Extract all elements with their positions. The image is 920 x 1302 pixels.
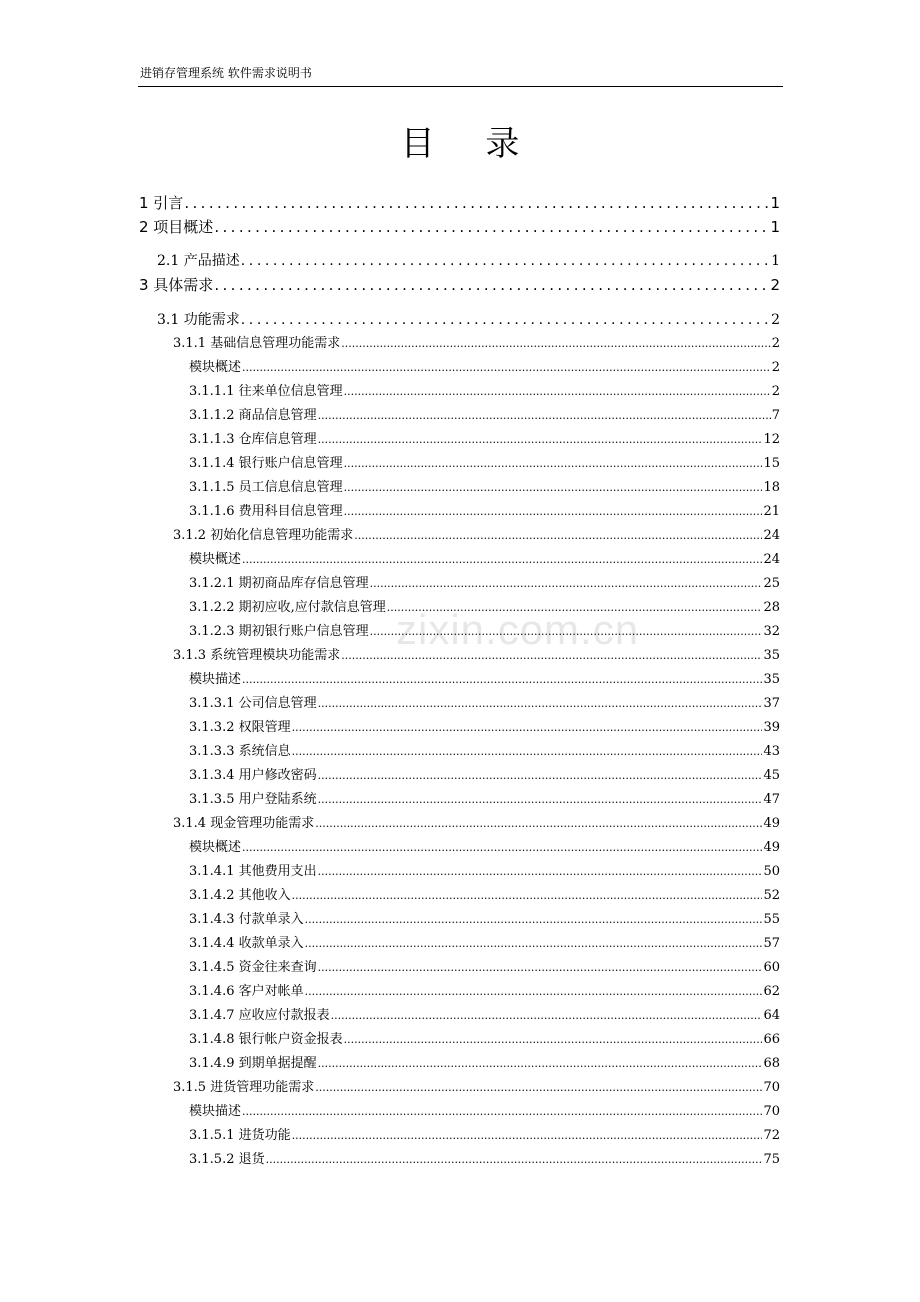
toc-entry[interactable] [189, 356, 780, 378]
toc-entry[interactable] [189, 620, 780, 642]
toc-entry[interactable] [189, 908, 780, 930]
toc-entry-page: 24 [763, 528, 780, 543]
toc-entry[interactable] [173, 524, 780, 546]
toc-dot-leader [241, 312, 770, 328]
toc-dot-leader [318, 697, 763, 710]
toc-entry[interactable] [189, 860, 780, 882]
toc-entry-page: 55 [763, 912, 780, 927]
toc-entry-page: 2 [770, 276, 780, 294]
toc-dot-leader [370, 577, 763, 590]
toc-entry[interactable] [189, 740, 780, 762]
toc-entry-page: 18 [763, 480, 780, 495]
toc-entry-page: 39 [763, 720, 780, 735]
toc-entry[interactable] [189, 1028, 780, 1050]
toc-entry-page: 72 [763, 1128, 780, 1143]
toc-entry-title: 3.1.4.9 到期单据提醒 [189, 1056, 317, 1071]
toc-entry-title: 3.1.1.5 员工信息信息管理 [189, 480, 343, 495]
toc-dot-leader [266, 1153, 763, 1166]
toc-entry-page: 49 [763, 816, 780, 831]
toc-entry-page: 70 [763, 1104, 780, 1119]
toc-entry-title: 3.1.1.2 商品信息管理 [189, 408, 317, 423]
watermark: zixin.com.cn [396, 606, 640, 653]
toc-dot-leader [344, 457, 763, 470]
toc-entry-title: 3.1.3.1 公司信息管理 [189, 696, 317, 711]
toc-entry[interactable] [189, 788, 780, 810]
toc-entry-title: 3.1.4.3 付款单录入 [189, 912, 304, 927]
toc-entry-title: 2 项目概述 [139, 218, 214, 236]
toc-entry[interactable] [189, 1100, 780, 1122]
toc-entry-title: 3.1.1.1 往来单位信息管理 [189, 384, 343, 399]
toc-entry[interactable] [189, 428, 780, 450]
toc-entry-title: 3.1.3.5 用户登陆系统 [189, 792, 317, 807]
toc-dot-leader [292, 721, 763, 734]
toc-entry-page: 64 [763, 1008, 780, 1023]
toc-entry-page: 2 [771, 312, 780, 328]
toc-entry-page: 52 [763, 888, 780, 903]
toc-entry[interactable] [189, 716, 780, 738]
toc-dot-leader [214, 276, 769, 294]
toc-entry-title: 模块描述 [189, 672, 242, 687]
toc-dot-leader [344, 1033, 763, 1046]
toc-dot-leader [315, 817, 762, 830]
toc-entry-title: 2.1 产品描述 [157, 253, 240, 269]
toc-entry-title: 3.1.3.2 权限管理 [189, 720, 291, 735]
toc-entry-title: 3.1.5 进货管理功能需求 [173, 1080, 315, 1095]
page-title: 目 录 [400, 124, 540, 164]
toc-dot-leader [214, 218, 769, 236]
toc-dot-leader [305, 913, 763, 926]
toc-dot-leader [318, 433, 763, 446]
toc-entry-page: 66 [763, 1032, 780, 1047]
toc-dot-leader [315, 1081, 762, 1094]
toc-entry-title: 3.1.4 现金管理功能需求 [173, 816, 315, 831]
toc-entry[interactable] [189, 404, 780, 426]
toc-dot-leader [292, 745, 763, 758]
toc-entry[interactable] [189, 500, 780, 522]
toc-entry-title: 3.1.3.4 用户修改密码 [189, 768, 317, 783]
toc-entry-title: 3.1.3.3 系统信息 [189, 744, 291, 759]
toc-dot-leader [387, 601, 763, 614]
toc-entry[interactable] [173, 812, 780, 834]
toc-dot-leader [341, 649, 762, 662]
toc-dot-leader [318, 409, 771, 422]
toc-entry[interactable] [189, 956, 780, 978]
toc-entry-page: 2 [771, 336, 780, 351]
toc-entry[interactable] [157, 250, 780, 272]
toc-dot-leader [318, 769, 763, 782]
toc-entry-page: 62 [763, 984, 780, 999]
toc-entry-page: 28 [763, 600, 780, 615]
toc-entry[interactable] [189, 596, 780, 618]
toc-entry[interactable] [139, 274, 780, 296]
toc-entry-page: 25 [763, 576, 780, 591]
toc-dot-leader [242, 361, 771, 374]
toc-entry-page: 57 [763, 936, 780, 951]
toc-entry[interactable] [189, 836, 780, 858]
toc-entry-title: 3.1.4.2 其他收入 [189, 888, 291, 903]
toc-entry[interactable] [189, 884, 780, 906]
toc-entry-page: 15 [763, 456, 780, 471]
toc-entry-page: 70 [763, 1080, 780, 1095]
toc-dot-leader [242, 841, 762, 854]
toc-dot-leader [344, 505, 763, 518]
toc-dot-leader [292, 889, 763, 902]
toc-dot-leader [292, 1129, 763, 1142]
toc-entry-page: 37 [763, 696, 780, 711]
toc-entry-title: 3.1.2 初始化信息管理功能需求 [173, 528, 354, 543]
toc-entry-page: 35 [763, 648, 780, 663]
toc-entry-page: 68 [763, 1056, 780, 1071]
toc-entry-page: 1 [770, 218, 780, 236]
toc-entry[interactable] [173, 644, 780, 666]
toc-entry[interactable] [189, 1052, 780, 1074]
toc-entry-page: 43 [763, 744, 780, 759]
toc-entry[interactable] [189, 1124, 780, 1146]
toc-entry-title: 3 具体需求 [139, 276, 214, 294]
toc-entry-title: 3.1.4.1 其他费用支出 [189, 864, 317, 879]
toc-entry-title: 3.1.1 基础信息管理功能需求 [173, 336, 341, 351]
toc-entry[interactable] [173, 332, 780, 354]
toc-entry-page: 50 [763, 864, 780, 879]
toc-dot-leader [305, 937, 763, 950]
toc-entry-page: 49 [763, 840, 780, 855]
toc-dot-leader [241, 253, 770, 269]
toc-dot-leader [318, 793, 763, 806]
toc-entry[interactable] [139, 192, 780, 214]
toc-entry-page: 24 [763, 552, 780, 567]
toc-entry-title: 3.1.1.6 费用科目信息管理 [189, 504, 343, 519]
toc-entry-page: 1 [771, 253, 780, 269]
toc-dot-leader [184, 194, 769, 212]
toc-entry-title: 3.1.5.1 进货功能 [189, 1128, 291, 1143]
toc-entry-title: 3.1.4.5 资金往来查询 [189, 960, 317, 975]
toc-entry-page: 2 [771, 384, 780, 399]
toc-entry-title: 模块概述 [189, 552, 242, 567]
toc-entry-page: 35 [763, 672, 780, 687]
toc-dot-leader [354, 529, 762, 542]
toc-dot-leader [318, 961, 763, 974]
toc-entry-page: 12 [763, 432, 780, 447]
toc-entry-title: 3.1.3 系统管理模块功能需求 [173, 648, 341, 663]
toc-dot-leader [242, 553, 762, 566]
toc-entry-page: 7 [771, 408, 780, 423]
toc-dot-leader [370, 625, 763, 638]
toc-entry-title: 模块概述 [189, 360, 242, 375]
toc-entry-title: 3.1.1.3 仓库信息管理 [189, 432, 317, 447]
toc-entry-page: 45 [763, 768, 780, 783]
header-text: 进销存管理系统 软件需求说明书 [140, 66, 312, 80]
toc-entry-page: 32 [763, 624, 780, 639]
toc-entry[interactable] [189, 476, 780, 498]
toc-entry[interactable] [139, 216, 780, 238]
toc-entry-title: 3.1 功能需求 [157, 312, 240, 328]
toc-entry-title: 3.1.4.4 收款单录入 [189, 936, 304, 951]
toc-entry-title: 3.1.2.2 期初应收,应付款信息管理 [189, 600, 386, 615]
toc-entry-title: 3.1.4.7 应收应付款报表 [189, 1008, 330, 1023]
toc-entry-page: 21 [763, 504, 780, 519]
toc-entry[interactable] [189, 1148, 780, 1170]
toc-entry-title: 1 引言 [139, 194, 184, 212]
toc-dot-leader [318, 865, 763, 878]
toc-entry[interactable] [189, 764, 780, 786]
toc-entry[interactable] [189, 380, 780, 402]
toc-dot-leader [344, 481, 763, 494]
toc-dot-leader [331, 1009, 763, 1022]
toc-entry-page: 47 [763, 792, 780, 807]
toc-entry-page: 75 [763, 1152, 780, 1167]
toc-entry-title: 3.1.4.8 银行帐户资金报表 [189, 1032, 343, 1047]
toc-entry-title: 3.1.4.6 客户对帐单 [189, 984, 304, 999]
toc-entry-page: 60 [763, 960, 780, 975]
toc-dot-leader [305, 985, 763, 998]
toc-entry[interactable] [189, 452, 780, 474]
toc-entry-title: 3.1.2.3 期初银行账户信息管理 [189, 624, 369, 639]
toc-entry[interactable] [189, 932, 780, 954]
toc-entry-title: 模块概述 [189, 840, 242, 855]
toc-entry[interactable] [157, 309, 780, 331]
toc-entry[interactable] [189, 692, 780, 714]
toc-entry-page: 1 [770, 194, 780, 212]
toc-entry[interactable] [189, 1004, 780, 1026]
toc-entry[interactable] [189, 668, 780, 690]
toc-dot-leader [344, 385, 771, 398]
toc-entry-title: 3.1.2.1 期初商品库存信息管理 [189, 576, 369, 591]
toc-dot-leader [318, 1057, 763, 1070]
toc-entry-title: 模块描述 [189, 1104, 242, 1119]
toc-entry[interactable] [189, 572, 780, 594]
toc-dot-leader [242, 1105, 762, 1118]
toc-entry-title: 3.1.1.4 银行账户信息管理 [189, 456, 343, 471]
toc-entry[interactable] [189, 980, 780, 1002]
toc-dot-leader [341, 337, 771, 350]
toc-dot-leader [242, 673, 762, 686]
toc-entry[interactable] [173, 1076, 780, 1098]
toc-entry-title: 3.1.5.2 退货 [189, 1152, 265, 1167]
toc-entry-page: 2 [771, 360, 780, 375]
toc-entry[interactable] [189, 548, 780, 570]
